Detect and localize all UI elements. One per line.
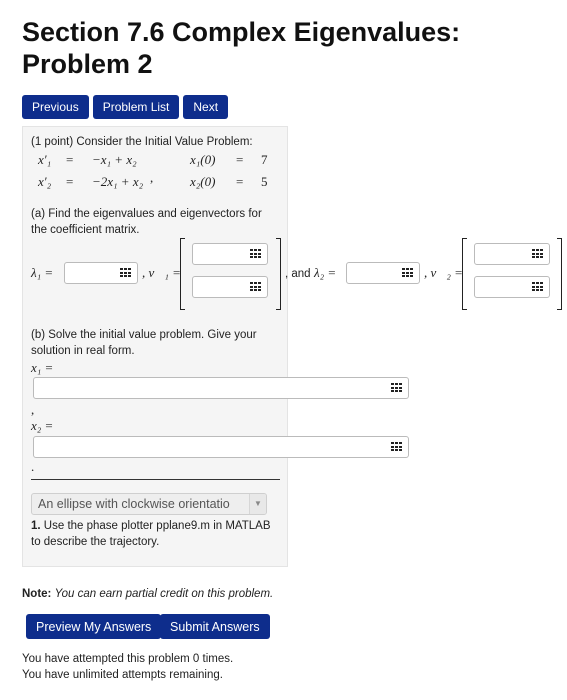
remaining-attempts-text: You have unlimited attempts remaining. [22,669,223,681]
v1-bracket-right [276,238,281,310]
ic1-equals: = [236,152,244,167]
lambda1-answer[interactable] [64,262,138,284]
and-label: , and [285,268,311,280]
x1-answer[interactable] [33,377,409,399]
lambda1-label: λ₁ = [31,265,54,280]
x1-input[interactable] [34,378,380,398]
v1-component-1-input[interactable] [193,244,239,264]
math-editor-icon[interactable] [532,249,543,259]
math-editor-icon[interactable] [250,249,261,259]
problem-list-button[interactable]: Problem List [93,95,180,119]
note-label: Note: [22,588,52,600]
x1-comma: , [31,402,35,417]
v2-component-1[interactable] [474,243,550,265]
lambda2-label: λ₂ = [314,265,337,280]
problem-intro: (1 point) Consider the Initial Value Problem: [31,136,253,148]
lambda2-answer[interactable] [346,262,420,284]
submit-answers-button[interactable]: Submit Answers [160,614,270,639]
math-editor-icon[interactable] [120,268,131,278]
math-editor-icon[interactable] [391,442,402,452]
v2-component-1-input[interactable] [475,244,521,264]
item-number: 1. [31,520,41,532]
eq2-rhs: −2x₁ + x₂ [92,174,144,189]
part-a-prompt: (a) Find the eigenvalues and eigenvectors for the coefficient matrix. [31,208,262,236]
v1-component-2[interactable] [192,276,268,298]
eq1-lhs: x′₁ [38,152,52,167]
v1-component-2-input[interactable] [193,277,239,297]
lambda1-input[interactable] [65,263,109,283]
v2-bracket-right [557,238,562,310]
eq1-equals: = [66,152,74,167]
v1-label: , v⃗₁ = [142,265,181,280]
v2-bracket-left [462,238,467,310]
eq2-comma: , [150,170,154,185]
eq1-rhs: −x₁ + x₂ [92,152,137,167]
ic2-lhs: x₂(0) [190,174,216,189]
lambda2-input[interactable] [347,263,391,283]
ic1-lhs: x₁(0) [190,152,216,167]
next-button[interactable]: Next [183,95,228,119]
math-editor-icon[interactable] [532,282,543,292]
x2-input[interactable] [34,437,380,457]
previous-button[interactable]: Previous [22,95,89,119]
x1-label: x₁ = [31,360,54,375]
eq2-equals: = [66,174,74,189]
eq2-lhs: x′₂ [38,174,52,189]
v1-bracket-left [180,238,185,310]
item-text: Use the phase plotter pplane9.m in MATLAB to describe the trajectory. [31,520,271,548]
math-editor-icon[interactable] [250,282,261,292]
attempts-text: You have attempted this problem 0 times. [22,653,234,665]
v2-label: , v⃗₂ = [424,265,463,280]
x2-label: x₂ = [31,418,54,433]
trajectory-select[interactable] [31,493,267,515]
page-title: Section 7.6 Complex Eigenvalues: Problem 2 [22,17,461,79]
trajectory-instruction [31,518,281,550]
v1-component-1[interactable] [192,243,268,265]
math-editor-icon[interactable] [391,383,402,393]
ic2-value: 5 [261,174,268,189]
part-b-prompt: (b) Solve the initial value problem. Give your solution in real form. [31,329,257,357]
problem-nav [22,95,228,119]
ic2-equals: = [236,174,244,189]
math-editor-icon[interactable] [402,268,413,278]
v2-component-2[interactable] [474,276,550,298]
partial-credit-note [22,588,273,600]
x2-period: . [31,459,35,474]
divider [31,479,280,480]
note-text: You can earn partial credit on this problem. [54,588,274,600]
trajectory-selected-value: An ellipse with clockwise orientatio [38,497,230,511]
ic1-value: 7 [261,152,268,167]
x2-answer[interactable] [33,436,409,458]
preview-answers-button[interactable]: Preview My Answers [26,614,161,639]
chevron-down-icon[interactable]: ▼ [249,494,266,514]
v2-component-2-input[interactable] [475,277,521,297]
